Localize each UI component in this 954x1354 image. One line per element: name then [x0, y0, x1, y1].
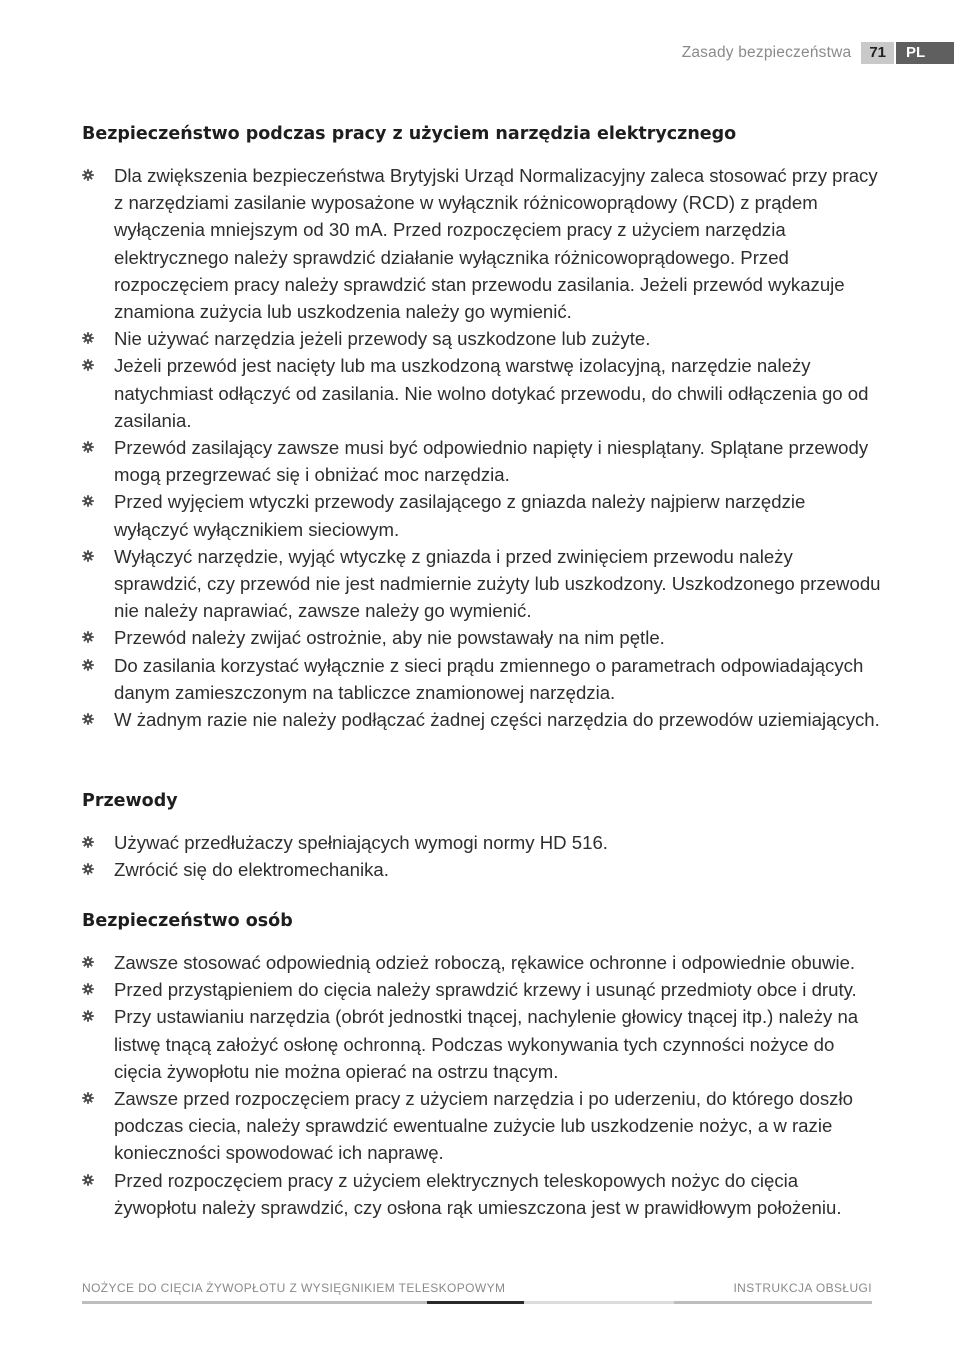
section-heading: Bezpieczeństwo osób — [82, 911, 293, 931]
gear-bullet-icon — [82, 359, 94, 371]
bullet-list — [82, 949, 882, 1221]
gear-bullet-icon — [82, 956, 94, 968]
list-item-text: Zwrócić się do elektromechanika. — [114, 859, 389, 881]
list-item — [82, 706, 882, 733]
section-heading: Bezpieczeństwo podczas pracy z użyciem narzędzia elektrycznego — [82, 124, 737, 144]
list-item — [82, 856, 882, 883]
gear-bullet-icon — [82, 1010, 94, 1022]
header-title: Zasady bezpieczeństwa — [681, 44, 852, 61]
gear-bullet-icon — [82, 983, 94, 995]
gear-bullet-icon — [82, 1174, 94, 1186]
list-item-text: Wyłączyć narzędzie, wyjąć wtyczkę z gniazda i przed zwinięciem przewodu należy sprawdzić, czy przewód nie jest nadmiernie zużyty lub uszkodzony. Uszkodzonego przewodu nie należy naprawiać, zawsze należy go wymienić. — [114, 545, 881, 622]
footer-rule-accent — [427, 1301, 524, 1304]
list-item — [82, 162, 882, 325]
list-item — [82, 543, 882, 625]
gear-bullet-icon — [82, 441, 94, 453]
list-item-text: Dla zwiększenia bezpieczeństwa Brytyjski Urząd Normalizacyjny zaleca stosować przy pracy z narzędziami zasilanie wyposażone w wyłącznik różnicowoprądowy (RCD) z prądem wyłączenia mniejszym od 30 mA. Przed rozpoczęciem pracy z użyciem narzędzia elektrycznego należy sprawdzić działanie wyłącznika różnicowoprądowego. Przed rozpoczęciem pracy należy sprawdzić stan przewodu zasilania. Jeżeli przewód wykazuje znamiona zużycia lub uszkodzenia należy go wymienić. — [114, 165, 878, 323]
list-item-text: Przed przystąpieniem do cięcia należy sprawdzić krzewy i usunąć przedmioty obce i druty. — [114, 979, 857, 1001]
list-item-text: Do zasilania korzystać wyłącznie z sieci prądu zmiennego o parametrach odpowiadających danym zamieszczonym na tabliczce znamionowej narzędzia. — [114, 654, 864, 703]
gear-bullet-icon — [82, 332, 94, 344]
section-heading: Przewody — [82, 791, 178, 811]
section-personal-safety — [82, 911, 882, 1221]
list-item — [82, 652, 882, 706]
section-power-tool-safety — [82, 124, 882, 733]
gear-bullet-icon — [82, 550, 94, 562]
list-item-text: W żadnym razie nie należy podłączać żadnej części narzędzia do przewodów uziemiających. — [114, 709, 880, 731]
list-item-text: Używać przedłużaczy spełniających wymogi normy HD 516. — [114, 832, 608, 853]
list-item-text: Przy ustawianiu narzędzia (obrót jednostki tnącej, nachylenie głowicy tnącej itp.) należy na listwę tnącą założyć osłonę ochronną. Podczas wykonywania tych czynności nożyce do cięcia żywopłotu nie można opierać na ostrzu tnącym. — [114, 1006, 859, 1082]
list-item — [82, 624, 882, 651]
bullet-list — [82, 829, 882, 883]
gear-bullet-icon — [82, 713, 94, 725]
bullet-list — [82, 162, 882, 733]
gear-bullet-icon — [82, 1092, 94, 1104]
gear-bullet-icon — [82, 631, 94, 643]
list-item — [82, 1085, 882, 1167]
footer-rule-middle — [524, 1301, 674, 1304]
list-item-text: Jeżeli przewód jest nacięty lub ma uszkodzoną warstwę izolacyjną, narzędzie należy natychmiast odłączyć od zasilania. Nie wolno dotykać przewodu, do chwili odłączenia go od zasilania. — [114, 355, 869, 431]
list-item-text: Przed rozpoczęciem pracy z użyciem elektrycznych teleskopowych nożyc do cięcia żywopłotu należy sprawdzić, czy osłona rąk umieszczona jest w prawidłowym położeniu. — [114, 1169, 842, 1218]
list-item — [82, 488, 882, 542]
list-item-text: Nie używać narzędzia jeżeli przewody są uszkodzone lub zużyte. — [114, 328, 651, 350]
list-item — [82, 325, 882, 352]
list-item-text: Przewód należy zwijać ostrożnie, aby nie powstawały na nim pętle. — [114, 627, 665, 649]
gear-bullet-icon — [82, 836, 94, 848]
gear-bullet-icon — [82, 863, 94, 875]
section-cables — [82, 791, 882, 883]
list-item — [82, 1003, 882, 1085]
footer-rule-right — [674, 1301, 872, 1304]
gear-bullet-icon — [82, 659, 94, 671]
list-item — [82, 949, 882, 976]
list-item — [82, 829, 882, 856]
gear-bullet-icon — [82, 169, 94, 181]
footer-product-name: NOŻYCE DO CIĘCIA ŻYWOPŁOTU Z WYSIĘGNIKIEM TELESKOPOWYM — [82, 1281, 506, 1295]
page-header — [682, 42, 954, 64]
list-item-text: Zawsze stosować odpowiednią odzież roboczą, rękawice ochronne i odpowiednie obuwie. — [114, 952, 856, 973]
language-tab: PL — [896, 42, 954, 64]
gear-bullet-icon — [82, 495, 94, 507]
list-item — [82, 976, 882, 1003]
footer-rule-left — [82, 1301, 427, 1304]
list-item — [82, 1167, 882, 1221]
list-item — [82, 352, 882, 434]
list-item-text: Przewód zasilający zawsze musi być odpowiednio napięty i niesplątany. Splątane przewody mogą przegrzewać się i obniżać moc narzędzia. — [114, 437, 869, 486]
footer-manual-label: INSTRUKCJA OBSŁUGI — [733, 1281, 872, 1295]
list-item — [82, 434, 882, 488]
page-number: 71 — [861, 42, 894, 64]
list-item-text: Zawsze przed rozpoczęciem pracy z użyciem narzędzia i po uderzeniu, do którego doszło podczas ciecia, należy sprawdzić ewentualne zużycie lub uszkodzenie nożyc, a w razie konieczności spowodować ich naprawę. — [114, 1088, 853, 1164]
list-item-text: Przed wyjęciem wtyczki przewody zasilającego z gniazda należy najpierw narzędzie wyłączyć wyłącznikiem sieciowym. — [114, 491, 806, 540]
